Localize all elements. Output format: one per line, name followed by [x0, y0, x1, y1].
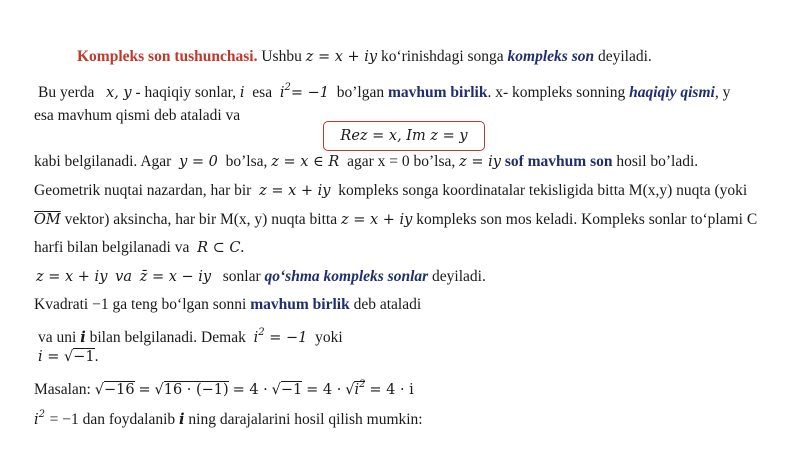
line-geometric [34, 181, 747, 201]
text: hosil bo’ladi. [616, 153, 699, 170]
line-set-c [34, 238, 245, 258]
line-conjugate [36, 267, 486, 287]
text: va [115, 269, 132, 285]
formula: z = x ∈ R [271, 154, 340, 170]
section-title: Kompleks son tushunchasi. [77, 48, 258, 65]
text: bilan belgilanadi. Demak [89, 329, 246, 346]
text: bo’lgan [336, 84, 385, 101]
line-special-cases [34, 152, 698, 172]
formula: i [80, 329, 86, 346]
text: . [94, 348, 99, 365]
text: ning darajalarini hosil qilish mumkin: [188, 411, 423, 428]
formula: i [239, 85, 245, 101]
text: kompleks son mos keladi. Kompleks sonlar to‘plami C [416, 211, 758, 228]
term-qoshma-kompleks: qo‘shma kompleks sonlar [264, 268, 429, 285]
term-kompleks-son: kompleks son [507, 48, 595, 65]
text: Kvadrati −1 ga teng bo‘lgan sonni [34, 296, 247, 313]
text: kompleks songa koordinatalar tekisligida bitta M(x,y) nuqta (yoki [338, 182, 748, 199]
text: - haqiqiy sonlar, [135, 84, 237, 101]
formula: z = x + iy [305, 49, 378, 65]
text: , y [714, 84, 731, 101]
formula: z = iy [459, 154, 501, 170]
line-imag-part [34, 106, 240, 126]
text: deyiladi. [432, 268, 486, 285]
formula: = [138, 382, 151, 398]
text: sonlar [222, 268, 261, 285]
formula: y = 0 [179, 154, 218, 170]
term-mavhum-birlik: mavhum birlik [387, 84, 488, 101]
line-denoted [38, 323, 343, 348]
vector-om: $\overline{OM}$ [34, 212, 61, 228]
radicand: 16 · (−1) [163, 382, 229, 398]
text: Geometrik nuqtai nazardan, har bir [34, 182, 252, 199]
radicand: −1 [280, 382, 303, 398]
line-definition [77, 47, 652, 67]
formula: R ⊂ C. [197, 240, 245, 256]
text: kabi belgilanadi. Agar [34, 153, 172, 170]
text: esa mavhum qismi deb ataladi va [34, 107, 241, 124]
formula: x, y [106, 85, 132, 101]
text: deb ataladi [353, 296, 422, 313]
formula: i = [38, 349, 65, 365]
text: vektor) aksincha, har bir M(x, y) nuqta bitta [64, 211, 338, 228]
highlighted-formula-box [323, 121, 485, 151]
text: agar x = 0 bo’lsa, [347, 153, 456, 170]
text: yoki [315, 329, 343, 346]
radicand: −1 [73, 349, 95, 365]
formula: z̄ = x − iy [139, 269, 212, 285]
formula: $i^2 = -1$ [253, 327, 308, 346]
radicand: −16 [103, 382, 135, 398]
line-imag-unit-def [34, 295, 421, 315]
formula: i [179, 411, 185, 428]
text: = −1 dan foydalanib [49, 411, 176, 428]
text: deyiladi. [597, 48, 652, 65]
text: va uni [38, 329, 77, 346]
line-vector [34, 210, 757, 230]
text: Ushbu [261, 48, 302, 65]
text: . x- kompleks sonning [487, 84, 626, 101]
formula: z = x + iy [259, 183, 331, 199]
text: esa [252, 84, 273, 101]
line-notation [38, 78, 730, 103]
formula: z = x + iy [36, 269, 108, 285]
line-example: Masalan: $√-16 = √16 \cdot (-1) = 4 \cdot √-1 = 4 \cdot √i^2 = 4 \cdot i$ [34, 379, 414, 398]
formula: = 4 · i [369, 382, 414, 398]
formula: Rez = x, Im z = y [340, 128, 468, 144]
formula: $i^2$ [34, 409, 46, 428]
line-powers [34, 405, 423, 430]
term-mavhum-birlik: mavhum birlik [250, 296, 350, 313]
text: Bu yerda [38, 84, 95, 101]
text: harfi bilan belgilanadi va [34, 239, 190, 256]
text: Masalan: [34, 381, 91, 398]
text: ko‘rinishdagi songa [380, 48, 504, 65]
formula: = 4 · [306, 382, 342, 398]
line-sqrt: i = √−1. [38, 348, 99, 365]
text: bo’lsa, [225, 153, 268, 170]
formula: z = x + iy [340, 212, 413, 228]
formula: $i^2= -1$ [279, 82, 329, 101]
term-haqiqiy-qismi: haqiqiy qismi [629, 84, 715, 101]
radicand: $i^2$ [354, 379, 366, 398]
formula: = 4 · [232, 382, 268, 398]
term-sof-mavhum-son: sof mavhum son [504, 153, 613, 170]
